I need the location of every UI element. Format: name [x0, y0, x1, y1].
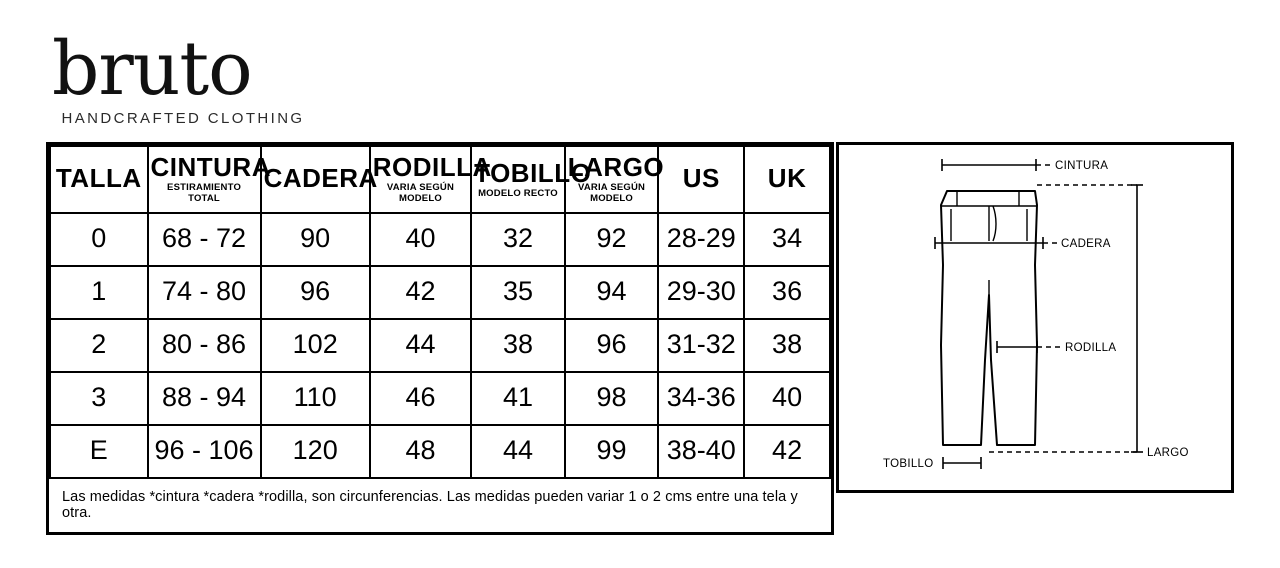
- label-tobillo: TOBILLO: [883, 458, 934, 470]
- brand-tagline: HANDCRAFTED CLOTHING: [61, 110, 305, 127]
- cell-tobillo: 38: [471, 319, 565, 372]
- table-row: [50, 425, 830, 478]
- brand-name: bruto: [52, 26, 252, 112]
- column-header-largo: LARGO VARIA SEGÚN MODELO: [565, 146, 659, 213]
- cell-cintura: 68 - 72: [148, 213, 261, 266]
- cell-talla: 3: [50, 372, 148, 425]
- column-header-rodilla: RODILLA VARIA SEGÚN MODELO: [370, 146, 471, 213]
- cell-largo: 98: [565, 372, 659, 425]
- size-table-container: [46, 142, 834, 535]
- cell-us: 31-32: [658, 319, 744, 372]
- cell-cadera: 96: [261, 266, 370, 319]
- column-header-uk: UK: [744, 146, 830, 213]
- cell-rodilla: 40: [370, 213, 471, 266]
- cell-cadera: 120: [261, 425, 370, 478]
- cell-largo: 94: [565, 266, 659, 319]
- cell-cadera: 102: [261, 319, 370, 372]
- cell-tobillo: 44: [471, 425, 565, 478]
- cell-us: 38-40: [658, 425, 744, 478]
- cell-cintura: 96 - 106: [148, 425, 261, 478]
- table-header-row: [50, 146, 830, 213]
- cell-us: 29-30: [658, 266, 744, 319]
- cell-uk: 34: [744, 213, 830, 266]
- cell-uk: 40: [744, 372, 830, 425]
- cell-tobillo: 32: [471, 213, 565, 266]
- cell-cintura: 80 - 86: [148, 319, 261, 372]
- cell-cadera: 110: [261, 372, 370, 425]
- cell-talla: 2: [50, 319, 148, 372]
- cell-uk: 36: [744, 266, 830, 319]
- column-header-tobillo: TOBILLO MODELO RECTO: [471, 146, 565, 213]
- cell-largo: 99: [565, 425, 659, 478]
- column-header-us: US: [658, 146, 744, 213]
- table-row: [50, 372, 830, 425]
- cell-tobillo: 35: [471, 266, 565, 319]
- pants-diagram-container: [836, 142, 1234, 493]
- column-header-talla: TALLA: [50, 146, 148, 213]
- cell-talla: 0: [50, 213, 148, 266]
- column-header-cintura: CINTURA ESTIRAMIENTO TOTAL: [148, 146, 261, 213]
- cell-talla: E: [50, 425, 148, 478]
- pants-measurement-diagram: [839, 145, 1231, 490]
- measurements-note: Las medidas *cintura *cadera *rodilla, son circunferencias. Las medidas pueden variar 1 o 2 cms entre una tela y otra.: [50, 478, 830, 532]
- cell-cintura: 88 - 94: [148, 372, 261, 425]
- cell-tobillo: 41: [471, 372, 565, 425]
- cell-rodilla: 42: [370, 266, 471, 319]
- cell-uk: 38: [744, 319, 830, 372]
- table-row: [50, 266, 830, 319]
- brand-logo: [52, 26, 352, 127]
- cell-us: 28-29: [658, 213, 744, 266]
- label-rodilla: RODILLA: [1065, 342, 1117, 354]
- cell-rodilla: 46: [370, 372, 471, 425]
- table-row: [50, 319, 830, 372]
- column-header-cadera: CADERA: [261, 146, 370, 213]
- label-cintura: CINTURA: [1055, 160, 1109, 172]
- cell-largo: 92: [565, 213, 659, 266]
- cintura-dimension: [942, 159, 1051, 171]
- cell-rodilla: 44: [370, 319, 471, 372]
- cell-largo: 96: [565, 319, 659, 372]
- cell-talla: 1: [50, 266, 148, 319]
- label-cadera: CADERA: [1061, 238, 1111, 250]
- cell-rodilla: 48: [370, 425, 471, 478]
- tobillo-dimension: [943, 457, 981, 469]
- cell-cadera: 90: [261, 213, 370, 266]
- table-row: [50, 213, 830, 266]
- size-table: [49, 145, 831, 532]
- cell-us: 34-36: [658, 372, 744, 425]
- cell-uk: 42: [744, 425, 830, 478]
- label-largo: LARGO: [1147, 447, 1189, 459]
- table-note-row: [50, 478, 830, 532]
- cell-cintura: 74 - 80: [148, 266, 261, 319]
